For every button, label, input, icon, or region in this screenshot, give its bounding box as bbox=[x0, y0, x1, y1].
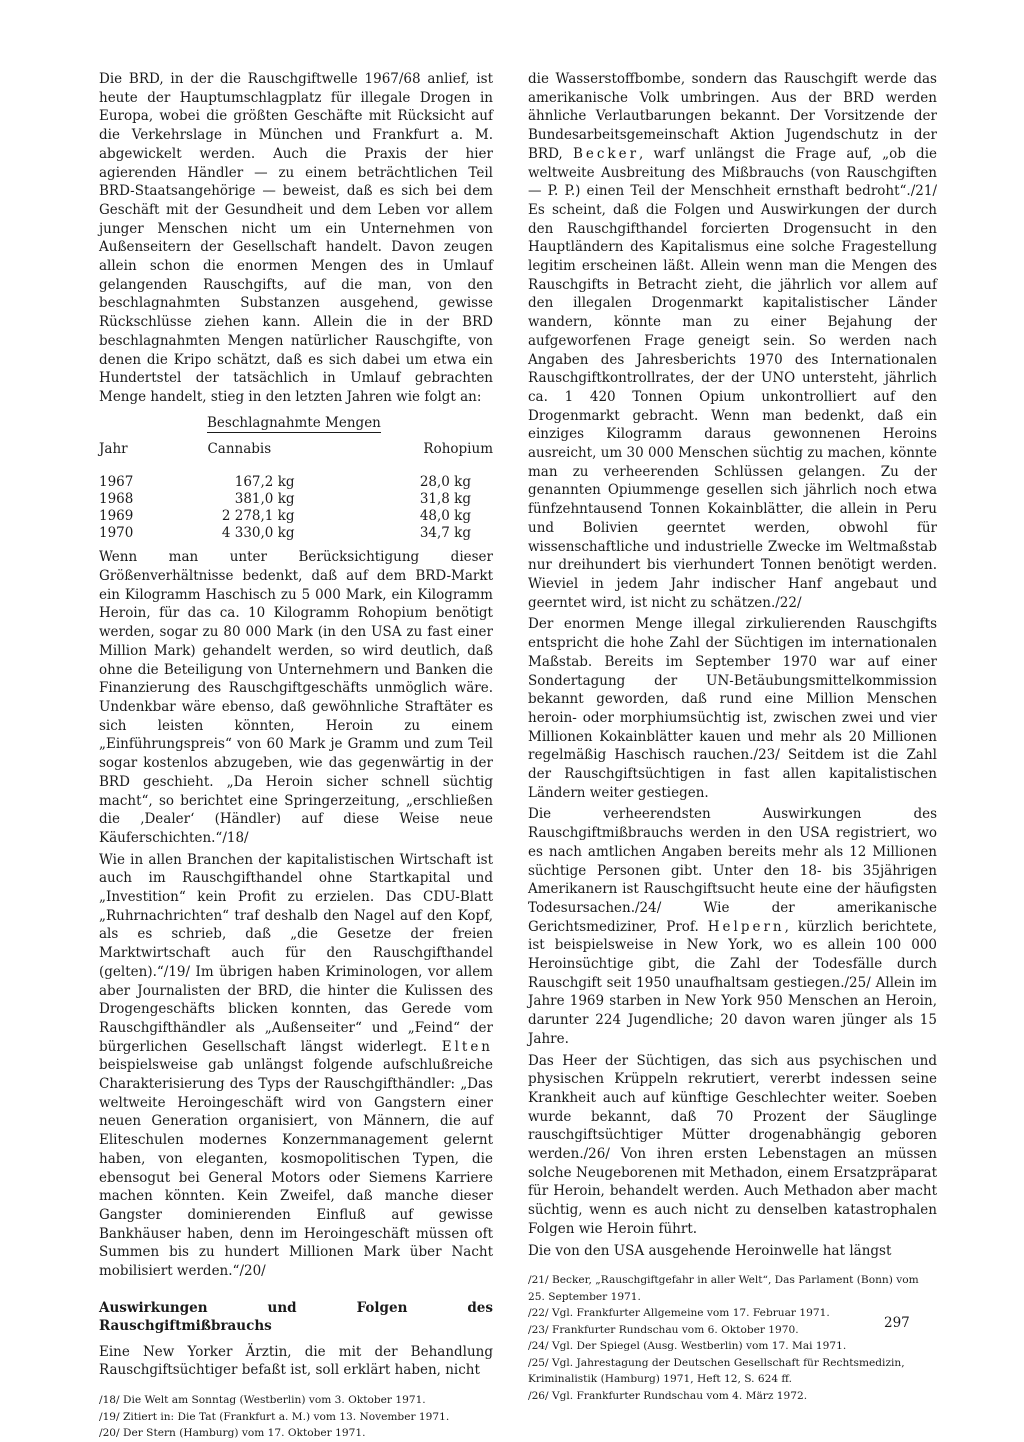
right-column bbox=[528, 70, 937, 1404]
table-row bbox=[99, 508, 493, 525]
person-name: Helpern bbox=[707, 918, 785, 935]
footnote: /25/ Vgl. Jahrestagung der Deutschen Gesellschaft für Rechtsmedizin, Kriminalistik (Hamburg) 1971, Heft 12, S. 624 ff. bbox=[528, 1356, 905, 1386]
left-column bbox=[99, 70, 493, 1442]
paragraph-text: , warf unlängst die Frage auf, „ob die weltweite Ausbreitung des Mißbrauchs (von Rauschgiften — P. P.) einen Teil der Menschheit ernsthaft bedroht“./21/ Es scheint, daß die Folgen und Auswirkungen der durch den Rauschgifthandel forcierten Drogensucht in den Hauptländern des Kapitalismus eine solche Fragestellung legitim erscheinen läßt. Allein wenn man die Mengen des Rauschgifts in Betracht zieht, die jährlich vor allem auf den illegalen Drogenmarkt kapitalistischer Länder wandern, könnte man zu einer Bejahung der aufgeworfenen Frage geneigt sein. So werden nach Angaben des Jahresberichts 1970 des Internationalen Rauschgiftkontrollrates, der der UNO untersteht, jährlich ca. 1 420 Tonnen Opium unkontrolliert auf den Drogenmarkt gebracht. Wenn man bedenkt, daß ein einziges Kilogramm daraus gewonnenen Heroins ausreicht, um 30 000 Menschen süchtig zu machen, könnte man zu verheerenden Schlüssen gelangen. Zu der genannten Opiummenge gesellen sich jährlich noch etwa fünfzehntausend Tonnen Kokainblätter, die allein in Peru und Bolivien geerntet werden, obwohl für wissenschaftliche und industrielle Zwecke im Weltmaßstab nur dreihundert bis vierhundert Tonnen benötigt werden. Wieviel in jedem Jahr indischer Hanf angebaut und geerntet wird, ist nicht zu schätzen./22/ bbox=[528, 145, 937, 611]
paragraph: Die von den USA ausgehende Heroinwelle hat längst bbox=[528, 1242, 892, 1259]
paragraph bbox=[528, 805, 937, 1048]
footnote: /22/ Vgl. Frankfurter Allgemeine vom 17. Februar 1971. bbox=[528, 1307, 830, 1320]
paragraph bbox=[528, 70, 937, 612]
cell-rohopium: 48,0 kg bbox=[419, 508, 471, 525]
cell-cannabis: 381,0 kg bbox=[234, 491, 295, 508]
footnote: /19/ Zitiert in: Die Tat (Frankfurt a. M.) vom 13. November 1971. bbox=[99, 1410, 450, 1423]
footnote: /26/ Vgl. Frankfurter Rundschau vom 4. März 1972. bbox=[528, 1389, 808, 1402]
paragraph: Die BRD, in der die Rauschgiftwelle 1967/68 anlief, ist heute der Hauptumschlagplatz für illegale Drogen in Europa, wobei die größten Geschäfte mit Rücksicht auf die Verkehrslage in München und Frankfurt a. M. abgewickelt werden. Auch die Praxis der hier agierenden Händler — zu einem beträchtlichen Teil BRD-Staatsangehörige — beweist, daß es sich bei dem Geschäft mit der Gesundheit und dem Leben vor allem junger Menschen nicht um ein Unternehmen von Außenseitern der Gesellschaft handelt. Davon zeugen allein schon die enormen Mengen des in Umlauf gelangenden Rauschgifts, auf die man, von den beschlagnahmten Substanzen ausgehend, gewisse Rückschlüsse ziehen kann. Allein die in der BRD beschlagnahmten Mengen natürlicher Rauschgifte, von denen die Kripo schätzt, daß es sich dabei um etwa ein Hundertstel der tatsächlich in Umlauf gebrachten Menge handelt, stieg in den letzten Jahren wie folgt an: bbox=[99, 71, 493, 405]
footnote: /20/ Der Stern (Hamburg) vom 17. Oktober 1971. bbox=[99, 1427, 366, 1440]
col-header-rohopium: Rohopium bbox=[423, 440, 493, 457]
paragraph: Der enormen Menge illegal zirkulierenden Rauschgifts entspricht die hohe Zahl der Süchtigen im internationalen Maßstab. Bereits im September 1970 war auf einer Sondertagung der UN-Betäubungsmittelkommission bekannt geworden, daß rund eine Million Menschen heroin- oder morphiumsüchtig ist, zwischen zwei und vier Millionen Kokainblätter kauen und mehr als 20 Millionen regelmäßig Haschisch rauchen./23/ Seitdem ist die Zahl der Rauschgiftsüchtigen in fast allen kapitalistischen Ländern weiter gestiegen. bbox=[528, 616, 937, 801]
footnote: /24/ Vgl. Der Spiegel (Ausg. Westberlin) vom 17. Mai 1971. bbox=[528, 1340, 847, 1353]
cell-cannabis: 167,2 kg bbox=[234, 474, 295, 491]
footnote: /23/ Frankfurter Rundschau vom 6. Oktober 1970. bbox=[528, 1323, 799, 1336]
footnote: /21/ Becker, „Rauschgiftgefahr in aller Welt“, Das Parlament (Bonn) vom 25. September 1971. bbox=[528, 1274, 919, 1303]
paragraph-text: Die verheerendsten Auswirkungen des Rauschgiftmißbrauchs werden in den USA registriert, wo es nach amtlichen Angaben bereits mehr als 12 Millionen süchtige Personen gibt. Unter den 18- bis 35jährigen Amerikanern ist Rauschgiftsucht heute eine der häufigsten Todesursachen./24/ Wie der amerikanische Gerichtsmediziner, Prof. bbox=[528, 806, 937, 935]
table-row bbox=[99, 468, 493, 491]
paragraph bbox=[99, 851, 493, 1281]
person-name: Becker bbox=[572, 145, 640, 162]
col-header-year: Jahr bbox=[99, 440, 128, 457]
col-header-cannabis: Cannabis bbox=[207, 440, 272, 457]
footnotes-right bbox=[528, 1272, 937, 1404]
cell-year: 1967 bbox=[99, 474, 134, 491]
page-number: 297 bbox=[884, 1315, 910, 1331]
cell-rohopium: 34,7 kg bbox=[419, 525, 471, 542]
person-name: Elten bbox=[441, 1038, 493, 1055]
cell-year: 1970 bbox=[99, 525, 134, 542]
paragraph-text: , kürzlich berichtete, ist beispielsweise in New York, wo es allein 100 000 Heroinsüchtige gibt, die Zahl der Todesfälle durch Rauschgift seit 1950 unaufhaltsam gestiegen./25/ Allein im Jahre 1969 starben in New York 950 Menschen an Heroin, darunter 224 Jugendliche; 20 davon waren jünger als 15 Jahre. bbox=[528, 918, 937, 1047]
cell-rohopium: 28,0 kg bbox=[419, 474, 471, 491]
table-header-row bbox=[99, 437, 493, 469]
cell-cannabis: 4 330,0 kg bbox=[221, 525, 295, 542]
paragraph: Wenn man unter Berücksichtigung dieser Größenverhältnisse bedenkt, daß auf dem BRD-Markt ein Kilogramm Haschisch zu 5 000 Mark, ein Kilogramm Heroin, für das ca. 10 Kilogramm Rohopium benötigt werden, sogar zu 80 000 Mark (in den USA zu fast einer Million Mark) gehandelt werden, so wird deutlich, daß ohne die Beteiligung von Unternehmern und Banken die Finanzierung des Rauschgiftgeschäfts unmöglich wäre. Undenkbar wäre ebenso, daß gewöhnliche Straftäter es sich leisten könnten, Heroin zu einem „Einführungspreis“ von 60 Mark je Gramm und zum Teil sogar kostenlos abzugeben, wie das gegenwärtig in der BRD geschieht. „Da Heroin sicher schnell süchtig macht“, so berichtet eine Springerzeitung, „erschließen die ‚Dealer‘ (Händler) auf diese Weise neue Käuferschichten.“/18/ bbox=[99, 549, 493, 846]
seized-quantities-table bbox=[99, 437, 493, 543]
cell-rohopium: 31,8 kg bbox=[419, 491, 471, 508]
table-row bbox=[99, 525, 493, 542]
paragraph-text: die Wasserstoffbombe, sondern das Rauschgift werde das amerikanische Volk umbringen. Aus der BRD werden ähnliche Verlautbarungen bekannt. Der Vorsitzende der Bundesarbeitsgemeinschaft Aktion Jugendschutz in der BRD, bbox=[528, 71, 937, 162]
paragraph: Das Heer der Süchtigen, das sich aus psychischen und physischen Krüppeln rekrutiert, vererbt indessen seine Krankheit auch auf künftige Geschlechter weiter. Soeben wurde bekannt, daß 70 Prozent der Säuglinge rauschgiftsüchtiger Mütter drogenabhängig geboren werden./26/ Von ihren ersten Lebenstagen an müssen solche Neugeborenen mit Methadon, einem Ersatzpräparat für Heroin, behandelt werden. Auch Methadon aber macht süchtig, wenn es auch nicht zu denselben katastrophalen Folgen wie Heroin führt. bbox=[528, 1052, 937, 1237]
footnotes-left bbox=[99, 1392, 493, 1442]
section-heading: Auswirkungen und Folgen des Rauschgiftmißbrauchs bbox=[99, 1299, 493, 1334]
paragraph-text: beispielsweise gab unlängst folgende aufschlußreiche Charakterisierung des Typs der Rauschgifthändler: „Das weltweite Heroingeschäft wird von Gangstern einer neuen Generation organisiert, von Männern, die auf Eliteschulen modernes Konzernmanagement gelernt haben, von eleganten, kosmopolitischen Typen, die ebensogut bei General Motors oder Siemens Karriere machen könnten. Kein Zweifel, daß manche dieser Gangster dominierenden Einfluß auf gewisse Bankhäuser haben, denn im Heroingeschäft müssen oft Summen bis zu hundert Millionen Mark über Nacht mobilisiert werden.“/20/ bbox=[99, 1057, 493, 1280]
paragraph-text: Wie in allen Branchen der kapitalistischen Wirtschaft ist auch im Rauschgifthandel ohne Startkapital und „Investition“ kein Profit zu erzielen. Das CDU-Blatt „Ruhrnachrichten“ traf deshalb den Nagel auf den Kopf, als es schrieb, daß „die Gesetze der freien Marktwirtschaft auch für den Rauschgifthandel (gelten).“/19/ Im übrigen haben Kriminologen, vor allem aber Journalisten der BRD, die hinter die Kulissen des Drogengeschäfts blicken konnten, das Gerede vom Rauschgifthändler als „Außenseiter“ und „Feind“ der bürgerlichen Gesellschaft längst widerlegt. bbox=[99, 851, 493, 1055]
cell-year: 1968 bbox=[99, 491, 134, 508]
cell-cannabis: 2 278,1 kg bbox=[221, 508, 295, 525]
cell-year: 1969 bbox=[99, 508, 134, 525]
footnote: /18/ Die Welt am Sonntag (Westberlin) vom 3. Oktober 1971. bbox=[99, 1394, 426, 1407]
paragraph: Eine New Yorker Ärztin, die mit der Behandlung Rauschgiftsüchtiger befaßt ist, soll erklärt haben, nicht bbox=[99, 1343, 493, 1379]
table-row bbox=[99, 491, 493, 508]
seized-quantities-table-title: Beschlagnahmte Mengen bbox=[207, 414, 381, 431]
